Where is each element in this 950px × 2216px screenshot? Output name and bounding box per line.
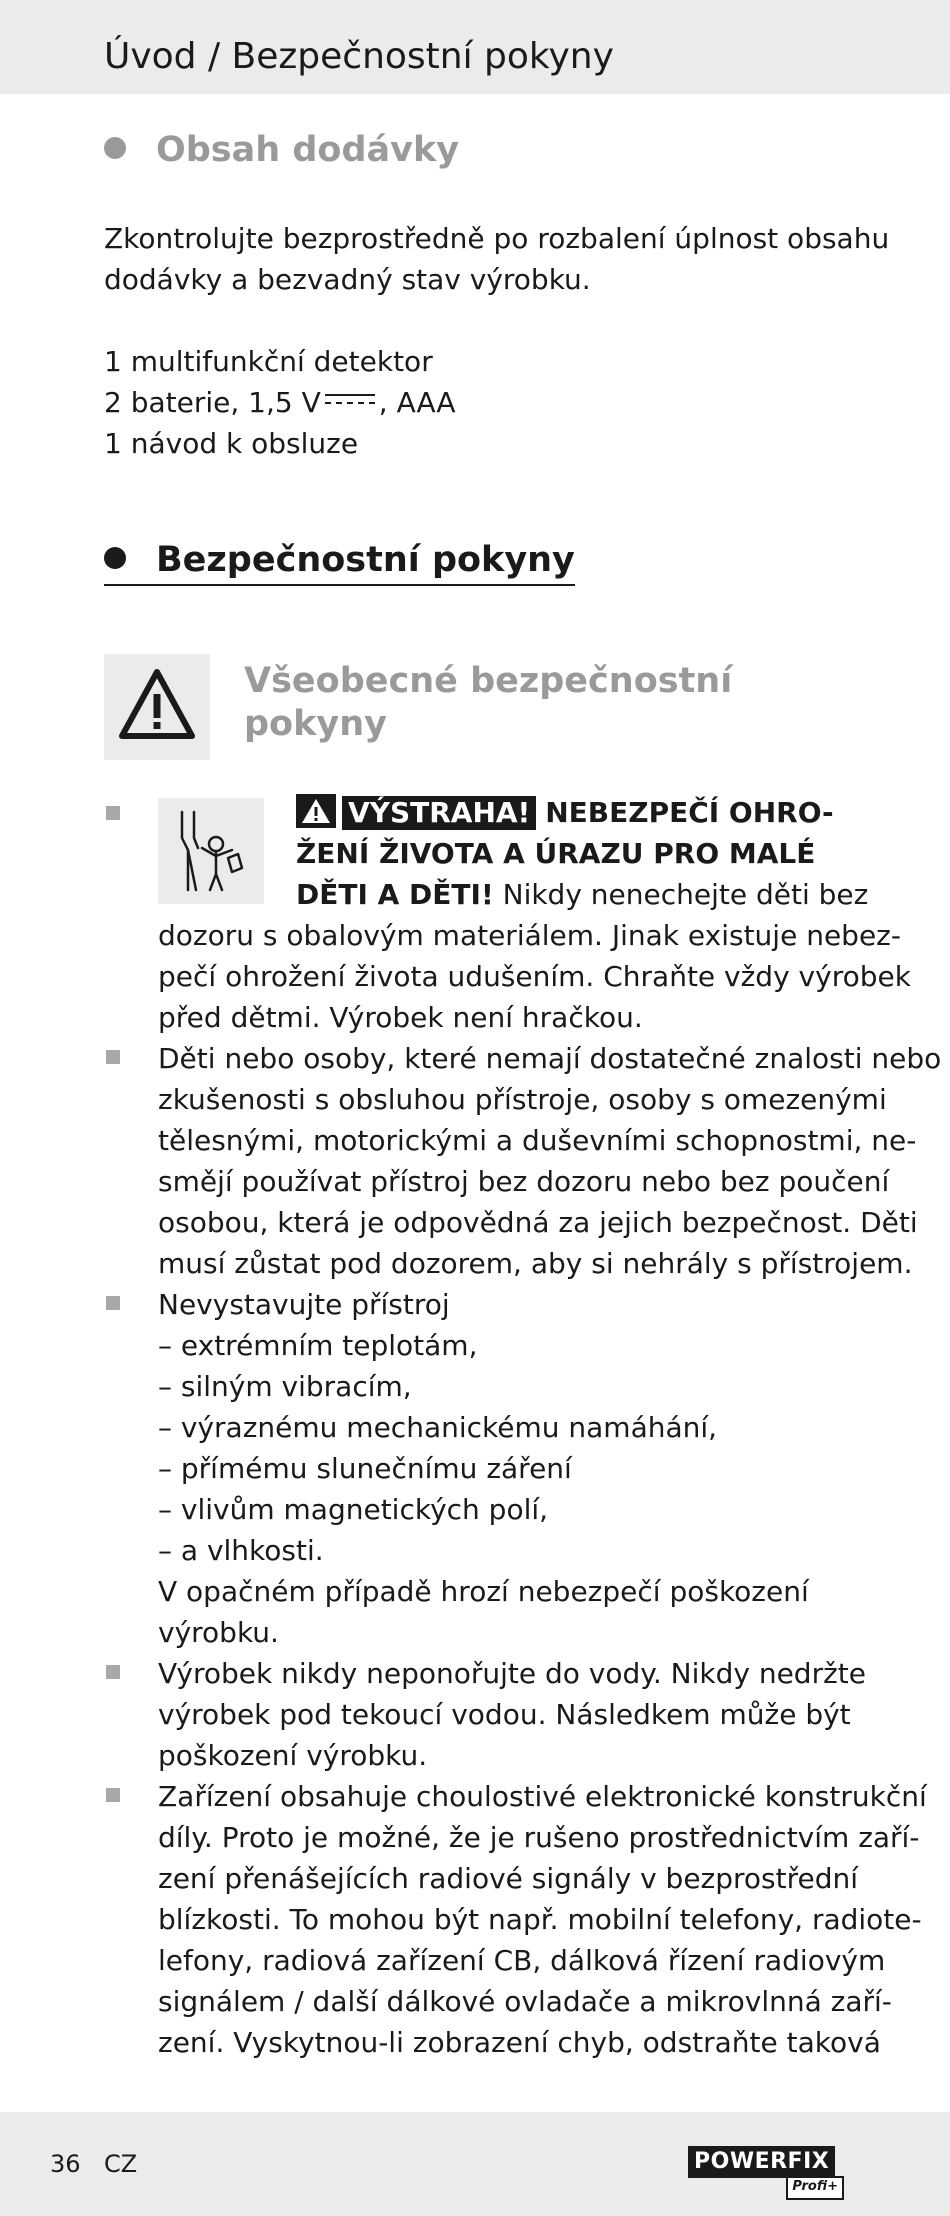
- brand-sub: Profi+: [786, 2176, 844, 2200]
- list-item: 2 baterie, 1,5 V , AAA: [104, 386, 456, 419]
- text-line: zení přenášejících radiové signály v bezprostřední: [158, 1862, 859, 1895]
- contents-intro: [104, 218, 889, 300]
- warning-label: VÝSTRAHA!: [342, 796, 536, 830]
- text-line: před dětmi. Výrobek není hračkou.: [158, 1001, 643, 1034]
- warning-line-2: ŽENÍ ŽIVOTA A ÚRAZU PRO MALÉ: [296, 837, 816, 870]
- text-line: výrobek pod tekoucí vodou. Následkem může být: [158, 1698, 851, 1731]
- text-line: blízkosti. To mohou být např. mobilní telefony, radiote-: [158, 1903, 922, 1936]
- text-line: zkušenosti s obsluhou přístroje, osoby s omezenými: [158, 1083, 887, 1116]
- text-line: – extrémním teplotám,: [158, 1329, 478, 1362]
- text-line: dozoru s obalovým materiálem. Jinak existuje nebez-: [158, 919, 901, 952]
- text-line: – přímému slunečnímu záření: [158, 1452, 572, 1485]
- bullet-square-icon: [106, 1788, 120, 1802]
- child-with-adult-icon: [158, 798, 264, 904]
- text-line: výrobku.: [158, 1616, 279, 1649]
- contents-list: [104, 341, 456, 464]
- subsection-heading-general: Všeobecné bezpečnostní pokyny: [244, 661, 733, 744]
- language-code: CZ: [104, 2150, 138, 2178]
- bullet-square-icon: [106, 1665, 120, 1679]
- text-line: musí zůstat pod dozorem, aby si nehrály s přístrojem.: [158, 1247, 913, 1280]
- brand-logo: [688, 2146, 844, 2196]
- page-title: Úvod / Bezpečnostní pokyny: [104, 36, 614, 77]
- text-line: signálem / další dálkové ovladače a mikrovlnná zaří-: [158, 1985, 892, 2018]
- warning-triangle-icon: [296, 794, 336, 828]
- text-line: Výrobek nikdy neponořujte do vody. Nikdy nedržte: [158, 1657, 866, 1690]
- text-line: poškození výrobku.: [158, 1739, 428, 1772]
- text-line: lefony, radiová zařízení CB, dálková řízení radiovým: [158, 1944, 886, 1977]
- text-line: Zkontrolujte bezprostředně po rozbalení úplnost obsahu: [104, 222, 890, 255]
- text-line: – výraznému mechanickému namáhání,: [158, 1411, 718, 1444]
- bullet-square-icon: [106, 1050, 120, 1064]
- section-bullet-icon: [104, 547, 126, 569]
- text-line: osobou, která je odpovědná za jejich bezpečnost. Děti: [158, 1206, 918, 1239]
- text-line: Zařízení obsahuje choulostivé elektronické konstrukční: [158, 1780, 927, 1813]
- text-line: – a vlhkosti.: [158, 1534, 324, 1567]
- text-line: – vlivům magnetických polí,: [158, 1493, 549, 1526]
- list-item: 1 návod k obsluze: [104, 427, 359, 460]
- text-line: dodávky a bezvadný stav výrobku.: [104, 263, 591, 296]
- bullet-square-icon: [106, 1296, 120, 1310]
- text-line: pečí ohrožení života udušením. Chraňte vždy výrobek: [158, 960, 911, 993]
- text-line: smějí používat přístroj bez dozoru nebo bez poučení: [158, 1165, 890, 1198]
- section-heading-contents: Obsah dodávky: [104, 130, 459, 170]
- text-line: Děti nebo osoby, které nemají dostatečné znalosti nebo: [158, 1042, 942, 1075]
- page-number: 36: [50, 2150, 81, 2178]
- section-heading-safety: Bezpečnostní pokyny: [104, 540, 575, 586]
- warning-line-1: VÝSTRAHA! NEBEZPEČÍ OHRO-: [296, 792, 834, 833]
- warning-line-3: DĚTI A DĚTI! Nikdy nenechejte děti bez: [296, 878, 869, 911]
- text-line: Nevystavujte přístroj: [158, 1288, 450, 1321]
- brand-name: POWERFIX: [688, 2146, 835, 2178]
- bullet-square-icon: [106, 806, 120, 820]
- dc-voltage-symbol-icon: [325, 392, 375, 408]
- text-line: díly. Proto je možné, že je rušeno prostřednictvím zaří-: [158, 1821, 920, 1854]
- text-line: tělesnými, motorickými a duševními schopnostmi, ne-: [158, 1124, 917, 1157]
- text-line: – silným vibracím,: [158, 1370, 412, 1403]
- section-bullet-icon: [104, 137, 126, 159]
- text-line: zení. Vyskytnou-li zobrazení chyb, odstraňte taková: [158, 2026, 881, 2059]
- text-line: V opačném případě hrozí nebezpečí poškození: [158, 1575, 809, 1608]
- warning-triangle-icon: [104, 654, 210, 760]
- list-item: 1 multifunkční detektor: [104, 345, 433, 378]
